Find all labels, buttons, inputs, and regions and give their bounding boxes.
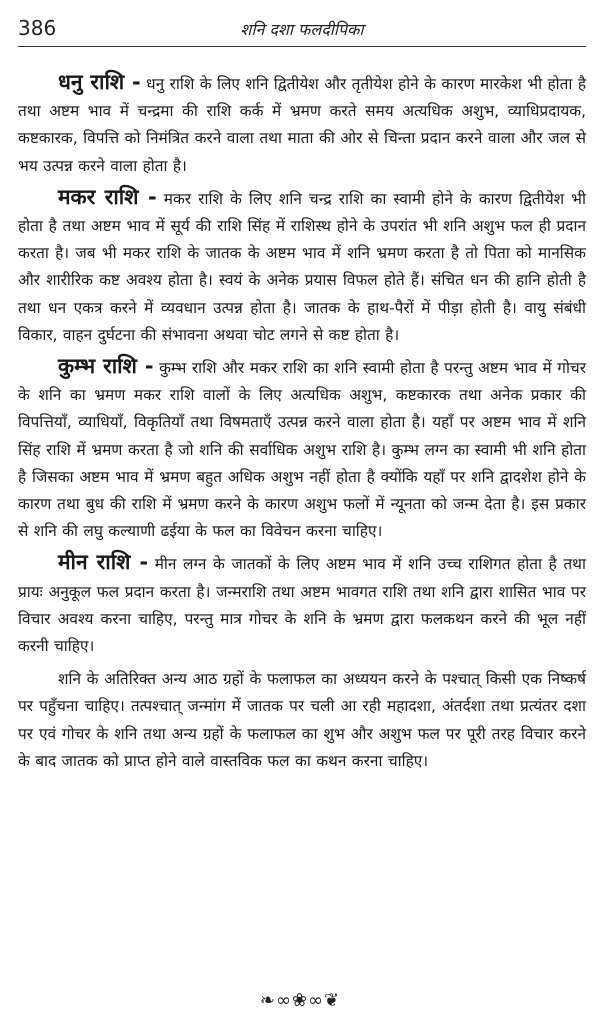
text-kumbh: कुम्भ राशि और मकर राशि का शनि स्वामी होता है परन्तु अष्टम भाव में गोचर के शनि का भ्रमण मकर राशि वालों के लिए अत्यधिक अशुभ, कष्टकारक तथा अनेक प्रकार की विपत्तियाँ, व्याधियाँ, विकृतियाँ तथा विषमताएँ उत्पन्न करने वाला होता है। यहाँ पर अष्टम भाव में शनि सिंह राशि में भ्रमण करता है जो शनि की सर्वाधिक अशुभ राशि है। कुम्भ लग्न का स्वामी भी शनि होता है जिसका अष्टम भाव में भ्रमण बहुत अधिक अशुभ नहीं होता है क्योंकि यहाँ पर शनि द्वादशेश होने के कारण तथा बुध की राशि में भ्रमण करने के कारण अशुभ फलों में न्यूनता को जन्म देता है। इस प्रकार से शनि की लघु कल्याणी ढईया के फल का विवेचन करना चाहिए। [18, 359, 587, 541]
text-makar: मकर राशि के लिए शनि चन्द्र राशि का स्वामी होने के कारण द्वितीयेश भी होता है तथा अष्टम भाव में सूर्य की राशि सिंह में राशिस्थ होने के उपरांत भी शनि अशुभ फल ही प्रदान करता है। जब भी मकर राशि के जातक के अष्टम भाव में शनि भ्रमण करता है तो पिता को मानसिक और शारीरिक कष्ट अवश्य होता है। स्वयं के अनेक प्रयास विफल होते हैं। संचित धन की हानि होती है तथा धन एकत्र करने में व्यवधान उत्पन्न होता है। जातक के हाथ-पैरों में पीड़ा होती है। वायु संबंधी विकार, वाहन दुर्घटना की संभावना अथवा चोट लगने से कष्ट होता है। [18, 189, 586, 344]
text-dhanu: धनु राशि के लिए शनि द्वितीयेश और तृतीयेश होने के कारण मारकेश भी होता है तथा अष्टम भाव में चन्द्रमा की राशि कर्क में भ्रमण करते समय अत्यधिक अशुभ, व्याधिप्रदायक, कष्टकारक, विपत्ति को निमंत्रित करने वाला तथा माता की ओर से चिन्ता प्रदान करने वाला और जल से भय उत्पन्न करने वाला होता है। [18, 75, 587, 175]
heading-kumbh: कुम्भ राशि - [58, 354, 154, 379]
page-number: 386 [18, 16, 57, 40]
running-title: शनि दशा फलदीपिका [240, 20, 364, 39]
ornament-divider: ❧∞❀∞❦ [259, 990, 341, 1011]
page-header [18, 10, 586, 47]
paragraph-closing: शनि के अतिरिक्त अन्य आठ ग्रहों के फलाफल का अध्ययन करने के पश्चात् किसी एक निष्कर्ष पर पहुँचना चाहिए। तत्पश्चात् जन्मांग में जातक पर चली आ रही महादशा, अंतर्दशा तथा प्रत्यंतर दशा पर एवं गोचर के शनि तथा अन्य ग्रहों के फलाफल का शुभ और अशुभ फल पर पूरी तरह विचार करने के बाद जातक को प्राप्त होने वाले वास्तविक फल का कथन करना चाहिए। [18, 670, 586, 770]
heading-dhanu: धनु राशि - [58, 70, 141, 94]
paragraph-dhanu [18, 69, 586, 180]
paragraph-makar [18, 184, 586, 349]
paragraph-meen [18, 549, 586, 660]
text-meen: मीन लग्न के जातकों के लिए अष्टम भाव में शनि उच्च राशिगत होता है तथा प्रायः अनुकूल फल प्रदान करता है। जन्मराशि तथा अष्टम भावगत राशि तथा शनि द्वारा शासित भाव पर विचार अवश्य करना चाहिए, परन्तु मात्र गोचर के शनि के भ्रमण द्वारा फलकथन करने की भूल नहीं करनी चाहिए। [18, 555, 586, 656]
heading-makar: मकर राशि - [58, 184, 157, 209]
paragraph-kumbh [18, 353, 586, 545]
heading-meen: मीन राशि - [58, 550, 149, 575]
body-text [18, 69, 586, 775]
